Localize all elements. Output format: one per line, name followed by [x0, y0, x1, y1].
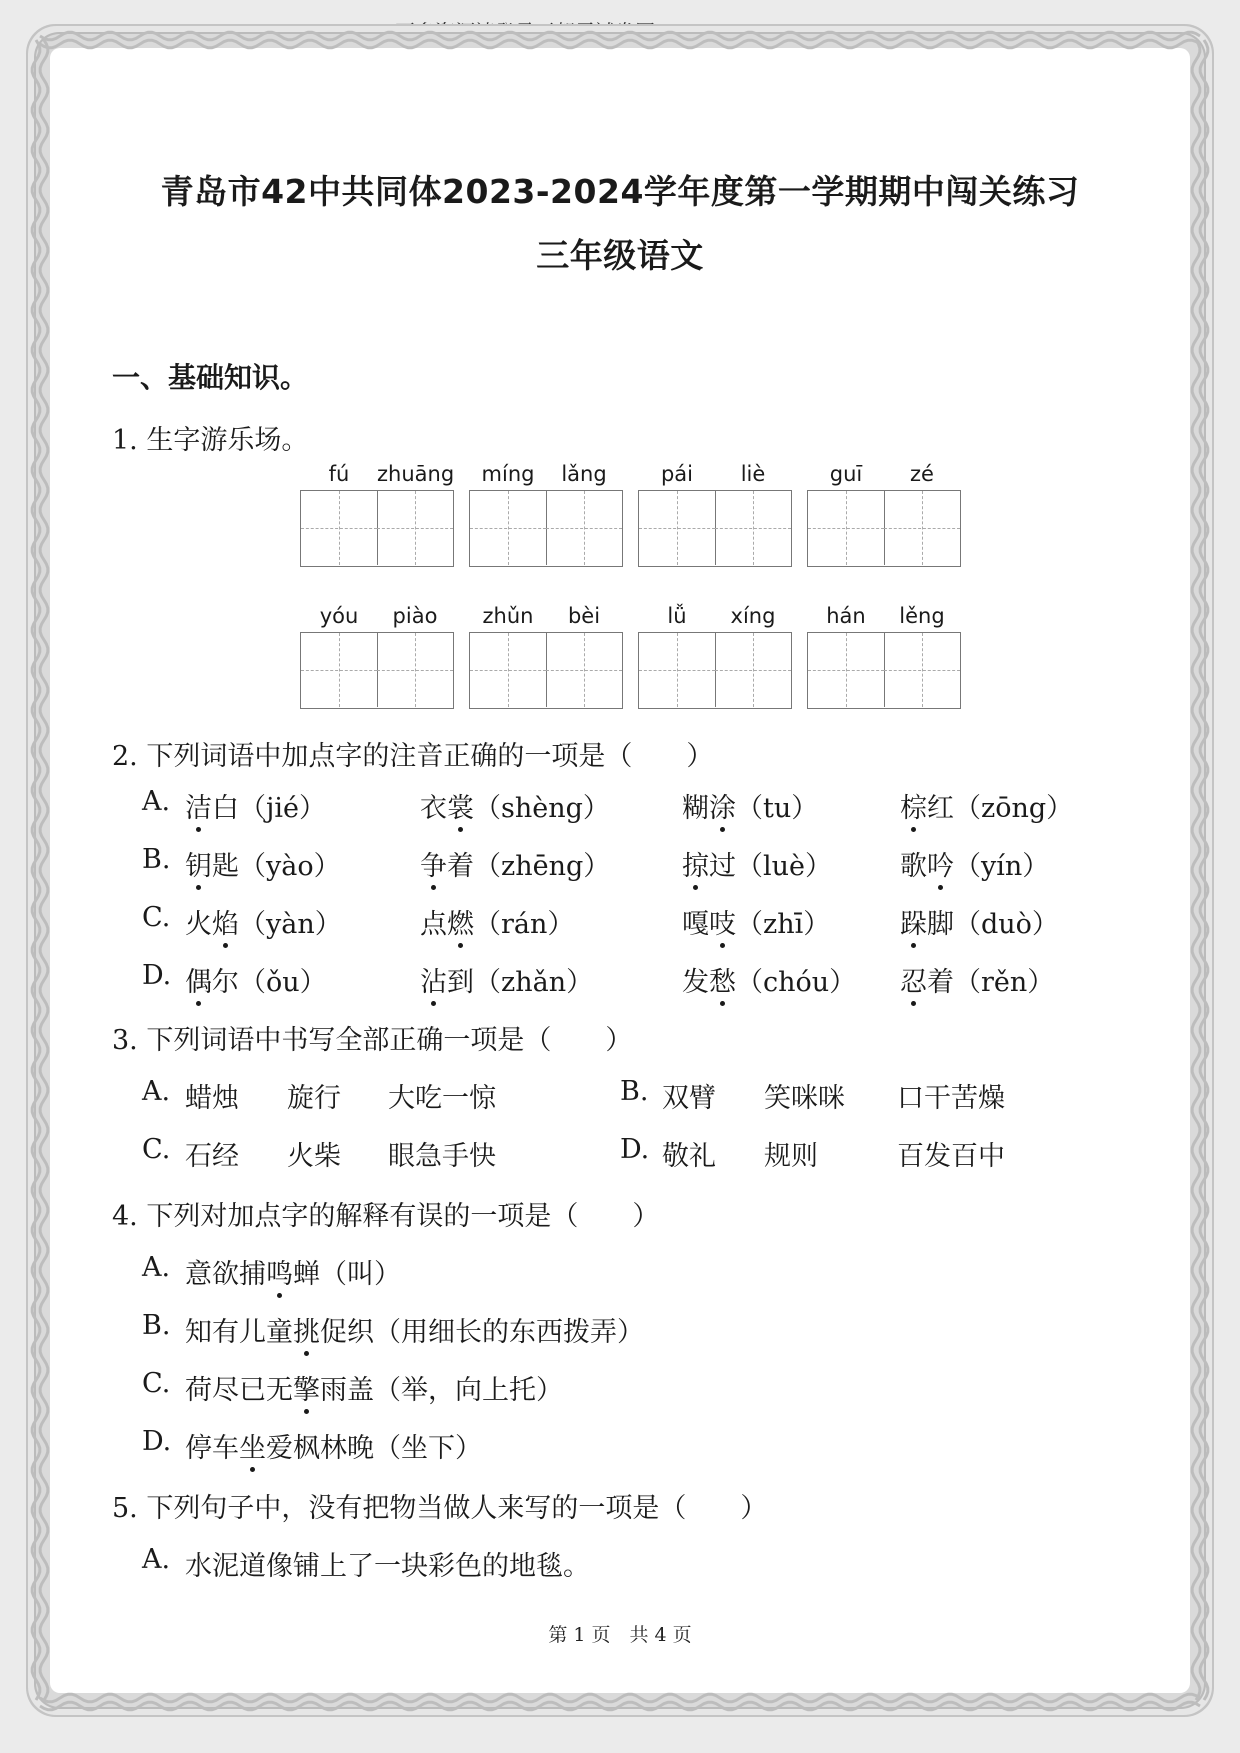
option-item: 歌吟（yín）: [900, 844, 1049, 883]
option-label: C.: [142, 902, 171, 933]
dotted-char: 沾: [420, 960, 447, 999]
option-text: 荷尽已无擎雨盖（举，向上托）: [185, 1368, 563, 1407]
option-label: D.: [142, 960, 172, 991]
dotted-char: 掠: [682, 844, 709, 883]
dotted-char: 吟: [927, 844, 954, 883]
question-5: 5. 下列句子中，没有把物当做人来写的一项是（ ）: [112, 1493, 768, 1524]
pinyin: lǎng: [561, 462, 607, 486]
question-3: 3. 下列词语中书写全部正确一项是（ ）: [112, 1025, 633, 1056]
option-item: 钥匙（yào）: [185, 844, 341, 883]
option-item: 争着（zhēng）: [420, 844, 610, 883]
dotted-char: 燃: [447, 902, 474, 941]
writing-grid[interactable]: [469, 490, 623, 567]
pinyin: liè: [740, 462, 766, 486]
option-item: 发愁（chóu）: [682, 960, 856, 999]
title-line1: 青岛市42中共同体2023-2024学年度第一学期期中闯关练习: [160, 172, 1080, 211]
dotted-char: 挑: [293, 1310, 320, 1349]
dotted-char: 争: [420, 844, 447, 883]
option-label: D.: [142, 1426, 172, 1457]
option-label: A.: [142, 1076, 171, 1107]
dotted-char: 焰: [212, 902, 239, 941]
option-label: B.: [142, 844, 171, 875]
dotted-char: 愁: [709, 960, 736, 999]
writing-grid[interactable]: [469, 632, 623, 709]
writing-grid[interactable]: [638, 632, 792, 709]
writing-grid[interactable]: [300, 632, 454, 709]
dotted-char: 棕: [900, 786, 927, 825]
option-item: 忍着（rěn）: [900, 960, 1054, 999]
option-item: 洁白（jié）: [185, 786, 326, 825]
dotted-char: 鸣: [266, 1252, 293, 1291]
option-label: C.: [142, 1368, 171, 1399]
option-label: A.: [142, 1252, 171, 1283]
dotted-char: 偶: [185, 960, 212, 999]
dotted-char: 忍: [900, 960, 927, 999]
pinyin: pái: [660, 462, 694, 486]
option-word: 石经: [185, 1141, 239, 1172]
pinyin: míng: [481, 462, 535, 486]
writing-grid[interactable]: [807, 490, 961, 567]
pinyin: lěng: [899, 604, 945, 628]
option-word: 双臂: [662, 1083, 716, 1114]
option-item: 棕红（zōng）: [900, 786, 1073, 825]
option-item: 火焰（yàn）: [185, 902, 342, 941]
option-text: 意欲捕鸣蝉（叫）: [185, 1252, 401, 1291]
option-item: 衣裳（shèng）: [420, 786, 610, 825]
question-4: 4. 下列对加点字的解释有误的一项是（ ）: [112, 1201, 660, 1232]
top-note: 更多资源请登录王朝霞试卷网(www.wzxsjw.com): [395, 20, 845, 44]
pinyin: zhuāng: [377, 462, 455, 486]
option-item: 点燃（rán）: [420, 902, 574, 941]
pinyin: lǚ: [667, 604, 687, 628]
page-footer: 第 1 页 共 4 页: [548, 1624, 692, 1646]
option-word: 百发百中: [897, 1141, 1005, 1172]
option-item: 嘎吱（zhī）: [682, 902, 830, 941]
section-heading: 一、基础知识。: [112, 361, 309, 394]
dotted-char: 擎: [293, 1368, 320, 1407]
pinyin: hán: [826, 604, 866, 628]
dotted-char: 吱: [709, 902, 736, 941]
dotted-char: 洁: [185, 786, 212, 825]
option-text: 水泥道像铺上了一块彩色的地毯。: [185, 1551, 590, 1582]
writing-grid[interactable]: [300, 490, 454, 567]
writing-grid[interactable]: [638, 490, 792, 567]
option-item: 偶尔（ǒu）: [185, 960, 327, 999]
option-item: 掠过（luè）: [682, 844, 832, 883]
dotted-char: 坐: [239, 1426, 266, 1465]
question-1: 1. 生字游乐场。: [112, 425, 309, 456]
title-line2: 三年级语文: [536, 236, 704, 275]
option-text: 知有儿童挑促织（用细长的东西拨弄）: [185, 1310, 644, 1349]
option-label: A.: [142, 1544, 171, 1575]
question-2: 2. 下列词语中加点字的注音正确的一项是（ ）: [112, 741, 714, 772]
pinyin: fú: [328, 462, 350, 486]
option-label: A.: [142, 786, 171, 817]
option-item: 沾到（zhǎn）: [420, 960, 593, 999]
option-item: 糊涂（tu）: [682, 786, 818, 825]
option-word: 火柴: [287, 1141, 341, 1172]
pinyin: guī: [829, 462, 863, 486]
option-item: 跺脚（duò）: [900, 902, 1059, 941]
pinyin: xíng: [730, 604, 776, 628]
dotted-char: 跺: [900, 902, 927, 941]
pinyin: piào: [392, 604, 438, 628]
pinyin: yóu: [319, 604, 359, 628]
dotted-char: 钥: [185, 844, 212, 883]
pinyin: zhǔn: [482, 604, 534, 628]
option-word: 口干苦燥: [897, 1083, 1005, 1114]
pinyin: zé: [910, 462, 934, 486]
option-label: B.: [620, 1076, 649, 1107]
option-word: 蜡烛: [185, 1083, 239, 1114]
option-word: 笑咪咪: [764, 1083, 845, 1114]
writing-grid[interactable]: [807, 632, 961, 709]
option-word: 眼急手快: [388, 1141, 496, 1172]
dotted-char: 涂: [709, 786, 736, 825]
option-label: C.: [142, 1134, 171, 1165]
pinyin: bèi: [567, 604, 601, 628]
option-text: 停车坐爱枫林晚（坐下）: [185, 1426, 482, 1465]
option-label: D.: [620, 1134, 650, 1165]
option-word: 敬礼: [662, 1141, 716, 1172]
option-label: B.: [142, 1310, 171, 1341]
option-word: 旋行: [287, 1083, 341, 1114]
dotted-char: 裳: [447, 786, 474, 825]
option-word: 规则: [764, 1141, 818, 1172]
option-word: 大吃一惊: [388, 1083, 496, 1114]
